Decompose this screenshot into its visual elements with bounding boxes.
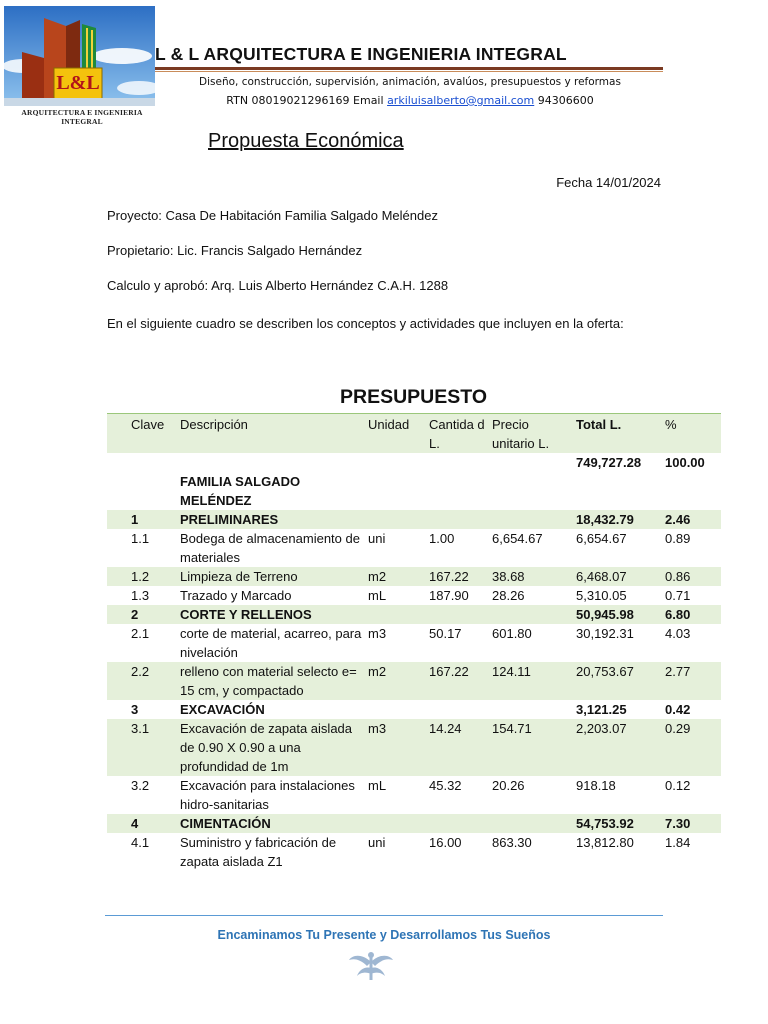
cell-description: FAMILIA SALGADO MELÉNDEZ (180, 472, 368, 510)
cell-total: 50,945.98 (572, 605, 661, 624)
cell-clave: 2.1 (107, 624, 180, 662)
cell-clave: 4.1 (107, 833, 180, 871)
cell-percent: 7.30 (661, 814, 721, 833)
header-clave: Clave (107, 414, 180, 454)
cell-quantity: 50.17 (429, 624, 492, 662)
table-row (107, 662, 721, 700)
cell-unit-price (492, 814, 572, 833)
company-name: L & L ARQUITECTURA E INGENIERIA INTEGRAL (155, 44, 567, 64)
table-row (107, 833, 721, 871)
cell-percent: 6.80 (661, 605, 721, 624)
cell-percent: 1.84 (661, 833, 721, 871)
cell-clave: 3.2 (107, 776, 180, 814)
table-row (107, 510, 721, 529)
cell-percent: 0.86 (661, 567, 721, 586)
project-line: Proyecto: Casa De Habitación Familia Salgado Meléndez (107, 208, 438, 223)
cell-unit-price (492, 510, 572, 529)
cell-clave: 3.1 (107, 719, 180, 776)
cell-description: Bodega de almacenamiento de materiales (180, 529, 368, 567)
table-row (107, 624, 721, 662)
cell-total: 2,203.07 (572, 719, 661, 776)
cell-description: corte de material, acarreo, para nivelación (180, 624, 368, 662)
cell-description: CIMENTACIÓN (180, 814, 368, 833)
cell-description: PRELIMINARES (180, 510, 368, 529)
cell-percent: 0.29 (661, 719, 721, 776)
cell-clave (107, 453, 180, 472)
cell-total: 54,753.92 (572, 814, 661, 833)
cell-quantity (429, 472, 492, 510)
header-cantidad: Cantida d L. (429, 414, 492, 454)
cell-unit-price: 20.26 (492, 776, 572, 814)
cell-unit: m3 (368, 624, 429, 662)
cell-unit: mL (368, 776, 429, 814)
cell-description (180, 453, 368, 472)
cell-unit (368, 510, 429, 529)
header-total: Total L. (572, 414, 661, 454)
company-tagline: Diseño, construcción, supervisión, animación, avalúos, presupuestos y reformas (199, 76, 621, 88)
cell-description: Excavación de zapata aislada de 0.90 X 0.90 a una profundidad de 1m (180, 719, 368, 776)
cell-quantity: 45.32 (429, 776, 492, 814)
logo-badge: L&L (56, 72, 100, 94)
cell-total: 6,654.67 (572, 529, 661, 567)
cell-total: 3,121.25 (572, 700, 661, 719)
cell-total: 918.18 (572, 776, 661, 814)
budget-title: PRESUPUESTO (339, 386, 487, 408)
cell-clave: 2.2 (107, 662, 180, 700)
header-pct: % (661, 414, 721, 454)
header-rule-thin (155, 71, 663, 72)
table-row (107, 529, 721, 567)
cell-unit-price (492, 453, 572, 472)
cell-percent: 100.00 (661, 453, 721, 472)
header-precio: Precio unitario L. (492, 414, 572, 454)
rtn-text: RTN 08019021296169 Email (226, 94, 384, 107)
company-logo (4, 6, 155, 126)
header-unidad: Unidad (368, 414, 429, 454)
cell-quantity: 16.00 (429, 833, 492, 871)
cell-description: Suministro y fabricación de zapata aislada Z1 (180, 833, 368, 871)
cell-clave: 1.1 (107, 529, 180, 567)
table-header-row (107, 414, 721, 454)
fleuron-ornament-icon (347, 950, 395, 982)
cell-unit-price: 28.26 (492, 586, 572, 605)
cell-unit-price: 601.80 (492, 624, 572, 662)
cell-total: 18,432.79 (572, 510, 661, 529)
email-link[interactable]: arkiluisalberto@gmail.com (387, 94, 535, 107)
table-row (107, 586, 721, 605)
cell-clave: 4 (107, 814, 180, 833)
cell-percent: 0.42 (661, 700, 721, 719)
cell-description: CORTE Y RELLENOS (180, 605, 368, 624)
cell-unit: m2 (368, 662, 429, 700)
phone-text: 94306600 (537, 94, 594, 107)
cell-quantity: 167.22 (429, 567, 492, 586)
document-title: Propuesta Económica (208, 130, 404, 152)
cell-unit-price (492, 472, 572, 510)
logo-caption: ARQUITECTURA E INGENIERIA INTEGRAL (21, 108, 143, 126)
table-row (107, 700, 721, 719)
cell-unit-price (492, 700, 572, 719)
cell-total: 13,812.80 (572, 833, 661, 871)
cell-unit-price: 6,654.67 (492, 529, 572, 567)
cell-description: relleno con material selecto e= 15 cm, y compactado (180, 662, 368, 700)
table-row (107, 453, 721, 472)
cell-quantity (429, 605, 492, 624)
cell-description: Excavación para instalaciones hidro-sanitarias (180, 776, 368, 814)
cell-unit: m3 (368, 719, 429, 776)
table-row (107, 605, 721, 624)
cell-unit-price (492, 605, 572, 624)
cell-description: Limpieza de Terreno (180, 567, 368, 586)
cell-total: 6,468.07 (572, 567, 661, 586)
cell-quantity: 1.00 (429, 529, 492, 567)
logo-image (4, 6, 155, 106)
cell-description: Trazado y Marcado (180, 586, 368, 605)
cell-unit (368, 605, 429, 624)
company-contact (155, 94, 665, 107)
cell-quantity (429, 700, 492, 719)
cell-total (572, 472, 661, 510)
cell-unit (368, 700, 429, 719)
intro-line: En el siguiente cuadro se describen los conceptos y actividades que incluyen en la oferta: (107, 316, 624, 331)
header-rule (155, 67, 663, 70)
cell-unit (368, 814, 429, 833)
cell-quantity: 14.24 (429, 719, 492, 776)
table-row (107, 814, 721, 833)
cell-total: 30,192.31 (572, 624, 661, 662)
cell-percent: 2.77 (661, 662, 721, 700)
table-row (107, 472, 721, 510)
cell-unit-price: 863.30 (492, 833, 572, 871)
cell-total: 20,753.67 (572, 662, 661, 700)
header-descripcion: Descripción (180, 414, 368, 454)
cell-percent (661, 472, 721, 510)
cell-percent: 2.46 (661, 510, 721, 529)
cell-unit: mL (368, 586, 429, 605)
cell-quantity: 167.22 (429, 662, 492, 700)
cell-clave: 1 (107, 510, 180, 529)
footer-slogan: Encaminamos Tu Presente y Desarrollamos Tus Sueños (217, 928, 551, 942)
cell-unit-price: 38.68 (492, 567, 572, 586)
cell-clave (107, 472, 180, 510)
cell-clave: 3 (107, 700, 180, 719)
cell-clave: 2 (107, 605, 180, 624)
cell-total: 749,727.28 (572, 453, 661, 472)
cell-quantity (429, 510, 492, 529)
cell-percent: 0.71 (661, 586, 721, 605)
cell-unit-price: 124.11 (492, 662, 572, 700)
cell-percent: 0.12 (661, 776, 721, 814)
cell-total: 5,310.05 (572, 586, 661, 605)
cell-percent: 4.03 (661, 624, 721, 662)
owner-line: Propietario: Lic. Francis Salgado Hernández (107, 243, 363, 258)
footer-rule (105, 915, 663, 916)
cell-percent: 0.89 (661, 529, 721, 567)
budget-table (107, 413, 721, 871)
cell-clave: 1.3 (107, 586, 180, 605)
cell-unit: uni (368, 529, 429, 567)
cell-unit (368, 453, 429, 472)
cell-unit: uni (368, 833, 429, 871)
cell-quantity (429, 814, 492, 833)
cell-unit: m2 (368, 567, 429, 586)
cell-unit-price: 154.71 (492, 719, 572, 776)
cell-description: EXCAVACIÓN (180, 700, 368, 719)
table-row (107, 719, 721, 776)
cell-unit (368, 472, 429, 510)
approved-line: Calculo y aprobó: Arq. Luis Alberto Hernández C.A.H. 1288 (107, 278, 449, 293)
cell-clave: 1.2 (107, 567, 180, 586)
cell-quantity: 187.90 (429, 586, 492, 605)
table-row (107, 776, 721, 814)
cell-quantity (429, 453, 492, 472)
table-row (107, 567, 721, 586)
document-date: Fecha 14/01/2024 (556, 175, 661, 190)
